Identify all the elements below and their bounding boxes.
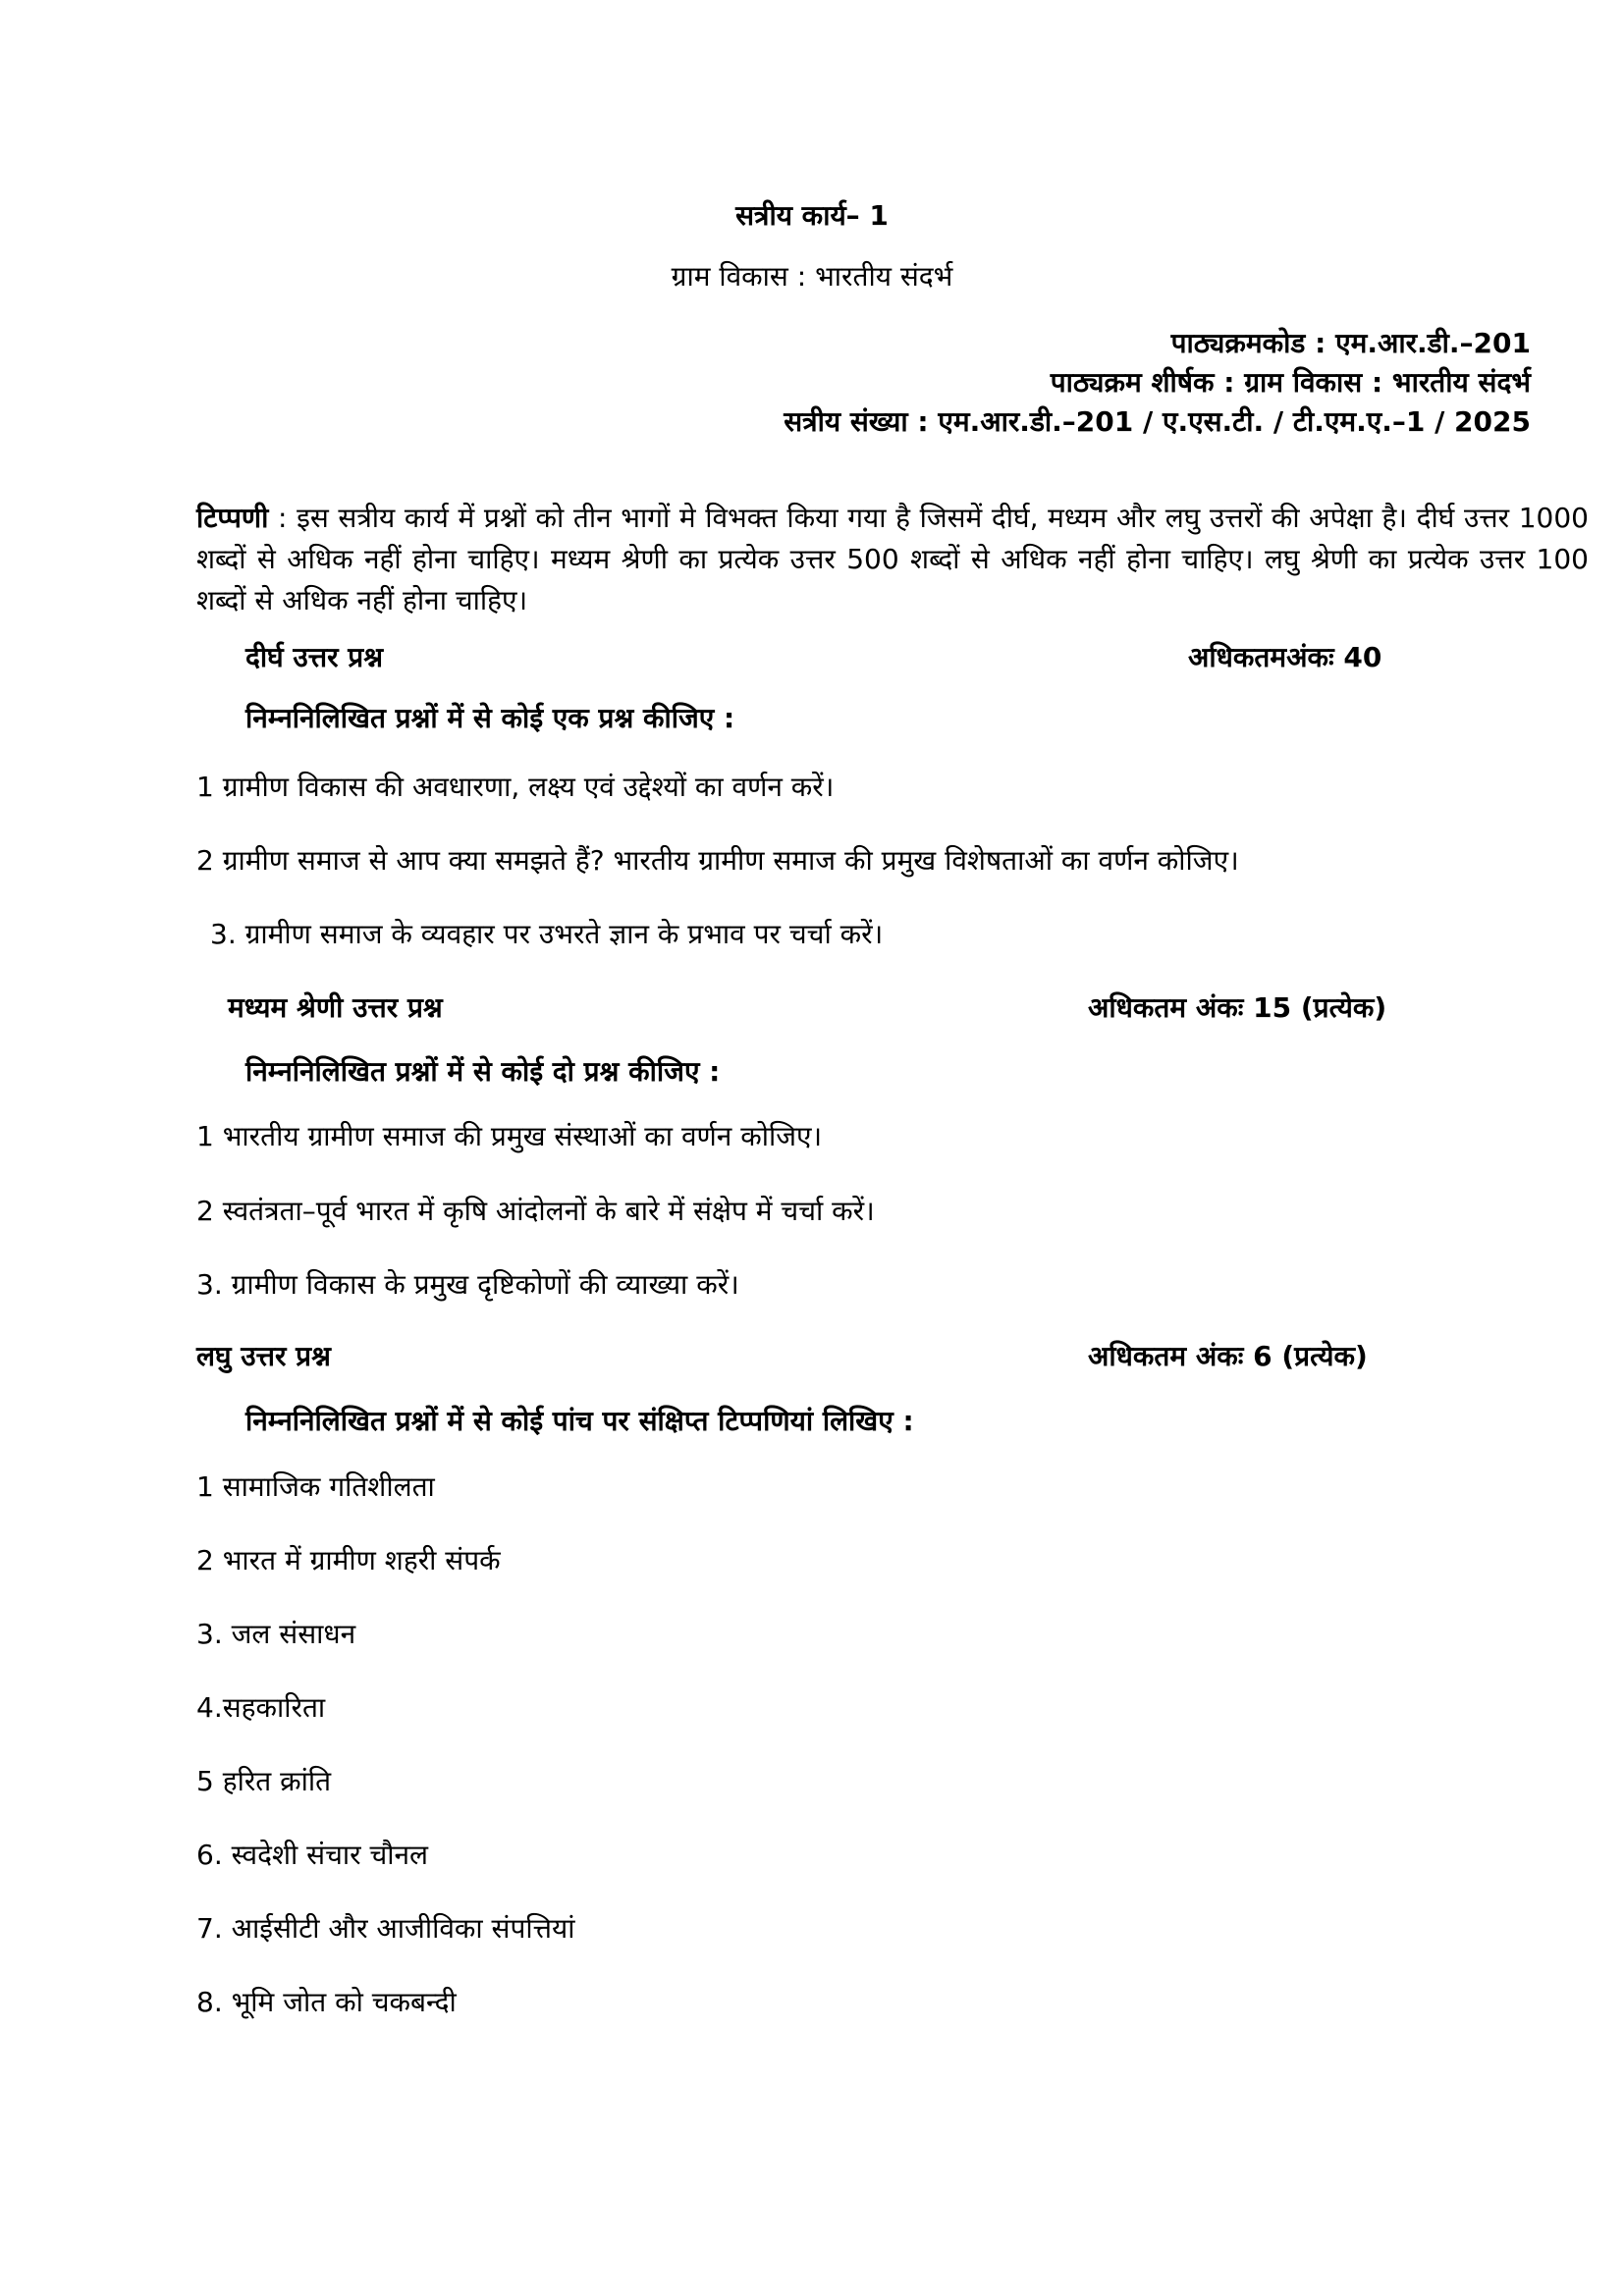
long-question-3: 3. ग्रामीण समाज के व्यवहार पर उभरते ज्ञान के प्रभाव पर चर्चा करें। bbox=[210, 918, 884, 950]
subject-title: ग्राम विकास : भारतीय संदर्भ bbox=[671, 260, 953, 293]
short-question-6: 6. स्वदेशी संचार चौनल bbox=[196, 1839, 429, 1871]
short-question-8: 8. भूमि जोत को चकबन्दी bbox=[196, 1986, 457, 2018]
course-code: पाठ्यक्रमकोड : एम.आर.डी.–201 bbox=[1170, 327, 1531, 359]
long-section-instruction: निम्ननिलिखित प्रश्नों में से कोई एक प्रश्न कीजिए : bbox=[245, 702, 735, 734]
assignment-number: सत्रीय संख्या : एम.आर.डी.–201 / ए.एस.टी. / टी.एम.ए.–1 / 2025 bbox=[784, 405, 1531, 438]
medium-section-title: मध्यम श्रेणी उत्तर प्रश्न bbox=[228, 991, 443, 1024]
short-section-marks: अधिकतम अंकः 6 (प्रत्येक) bbox=[1088, 1340, 1368, 1372]
medium-question-1: 1 भारतीय ग्रामीण समाज की प्रमुख संस्थाओं का वर्णन कोजिए। bbox=[196, 1120, 823, 1152]
long-question-2: 2 ग्रामीण समाज से आप क्या समझते हैं? भारतीय ग्रामीण समाज की प्रमुख विशेषताओं का वर्णन कोजिए। bbox=[196, 844, 1239, 877]
medium-section-marks: अधिकतम अंकः 15 (प्रत्येक) bbox=[1088, 991, 1387, 1024]
long-question-1: 1 ग्रामीण विकास की अवधारणा, लक्ष्य एवं उद्देश्यों का वर्णन करें। bbox=[196, 771, 835, 803]
medium-section-instruction: निम्ननिलिखित प्रश्नों में से कोई दो प्रश्न कीजिए : bbox=[245, 1055, 721, 1088]
course-title: पाठ्यक्रम शीर्षक : ग्राम विकास : भारतीय संदर्भ bbox=[1050, 366, 1531, 399]
short-question-1: 1 सामाजिक गतिशीलता bbox=[196, 1470, 435, 1503]
medium-question-3: 3. ग्रामीण विकास के प्रमुख दृष्टिकोणों की व्याख्या करें। bbox=[196, 1268, 739, 1301]
instructions-note bbox=[196, 498, 1589, 621]
assignment-title: सत्रीय कार्य– 1 bbox=[735, 199, 889, 232]
long-section-marks: अधिकतमअंकः 40 bbox=[1188, 641, 1382, 673]
note-label: टिप्पणी bbox=[196, 502, 269, 534]
long-section-title: दीर्घ उत्तर प्रश्न bbox=[245, 641, 384, 673]
medium-question-2: 2 स्वतंत्रता–पूर्व भारत में कृषि आंदोलनों के बारे में संक्षेप में चर्चा करें। bbox=[196, 1195, 875, 1227]
short-question-4: 4.सहकारिता bbox=[196, 1691, 326, 1724]
note-text: : इस सत्रीय कार्य में प्रश्नों को तीन भागों मे विभक्त किया गया है जिसमें दीर्घ, मध्यम और लघु उत्तरों की अपेक्षा है। दीर्घ उत्तर 1000 शब्दों से अधिक नहीं होना चाहिए। मध्यम श्रेणी का प्रत्येक उत्तर 500 शब्दों से अधिक नहीं होना चाहिए। लघु श्रेणी का प्रत्येक उत्तर 100 शब्दों से अधिक नहीं होना चाहिए। bbox=[196, 502, 1589, 616]
short-question-5: 5 हरित क्रांति bbox=[196, 1765, 332, 1797]
short-question-3: 3. जल संसाधन bbox=[196, 1618, 356, 1650]
short-question-2: 2 भारत में ग्रामीण शहरी संपर्क bbox=[196, 1544, 501, 1576]
short-section-instruction: निम्ननिलिखित प्रश्नों में से कोई पांच पर संक्षिप्त टिप्पणियां लिखिए : bbox=[245, 1405, 914, 1437]
short-section-title: लघु उत्तर प्रश्न bbox=[196, 1340, 331, 1372]
short-question-7: 7. आईसीटी और आजीविका संपत्तियां bbox=[196, 1912, 575, 1945]
